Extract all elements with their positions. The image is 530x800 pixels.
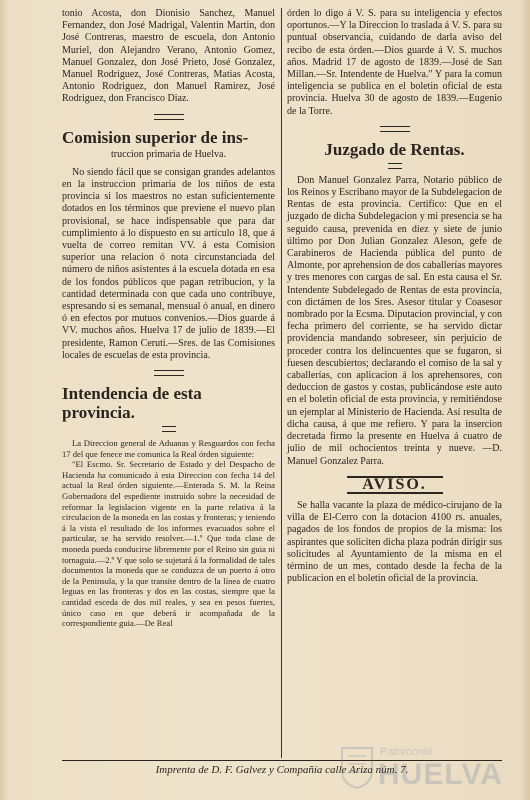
archive-watermark [340, 742, 510, 794]
intendencia-intro: La Direccion general de Aduanas y Resguardos con fecha 17 del que fenece me comunica la Real órden siguiente: [62, 438, 275, 459]
shield-icon [340, 746, 374, 790]
intendencia-heading: Intendencia de esta provincia. [62, 384, 202, 423]
watermark-subtitle: Patrimonio [380, 746, 433, 758]
comision-subheading: truccion primaria de Huelva. [111, 148, 226, 160]
juzgado-body: Don Manuel Gonzalez Parra, Notario público de los Reinos y Escribano mayor de la Subdelegacion de Rentas de esta provincia. Certifico: Que en el juzgado de dicha Subdelegacion y mi presencia se ha seguido causa, prevenida en diez y siete de junio último por Don Julian Gonzalez Aleson, gefe de Carabineros de Hacienda pública del punto de Almonte, por aprehension de dos caballerías mayores y tres menores con cargas de sal. En esta causa el Sr. Intendente Subdelegado de Rentas de esta provincia, con dictámen de los Sres. Asesor titular y Coasesor nombrado por la Ecsma. Diputacion provincial, y con fecha primero del corriente, se ha servido dictar providencia mandando sobreseer, sin perjuicio de proceder contra los delincuentes que se fugaron, si fuesen descubiertos; declarando el comiso de la sal y caballerías, con aplicacion á los aprehensores, con deduccion de gastos y costas, publicándose este auto en el boletin oficial de esta provincia, y remitiéndose un ejemplar al Ministerio de Hacienda. Así resulta de dicha causa, á que me refiero. Y para la insercion decretada firmo la presente en Huelva á cuatro de julio de mil ochocientos treinta y nueve. —D. Manuel Gonzalez Parra. [287, 174, 502, 467]
column-divider [281, 8, 282, 758]
comision-body: No siendo fácil que se consigan grandes adelantos en la instruccion primaria de los niños de esta provincia si los maestros no estan suficientemente dotados en los términos que previene el nuevo plan provisional, se hace indispensable que para dar cumplimiento á lo dispuesto en su artículo 18, que á vuelta de correo remitan VV. á esta Comision superior una relacion ó nota circunstanciada del número de niños asistentes á la escuela dotada en esa de los fondos públicos que pagan retribucion, y la cantidad determinada con que cada uno contribuye, espresando si es semanal, mensual ó anual, en dinero ó en efectos por mutuos convenios.—Dios guarde á VV. muchos años. Huelva 17 de julio de 1839.—El presidente, Ramon Ceruti.—Sres. de las Comisiones locales de escuelas de esta provincia. [62, 166, 275, 361]
intendencia-body: "El Escmo. Sr. Secretario de Estado y del Despacho de Hacienda ha comunicado á esta Direccion con fecha 14 del actual la Real órden siguiente.—Enterada S. M. la Reina Gobernadora del espediente instruido sobre la necesidad de reformar la legislacion vigente en la parte relativa á la circulacion de la moneda en las costas y fronteras; y teniendo á la vista el resultado de los informes evacuados sobre el particular, se ha servido resolver.—1.º Que toda clase de moneda pueda conducirse libremente por el Reino sin guia ni tornaguia.—2.º Y que solo se sujetará á la formalidad de tales documentos la moneda que se conduzca de un puerto á otro de la Peninsula, y la que transite dentro de la línea de cuatro leguas en las fronteras y dos en las costas, siempre que la cantidad esceda de dos mil reales, y sea en pesos fuertes, único caso en que deberá ir acompañada de la correspondiente guia.—De Real [62, 459, 275, 629]
left-intro-paragraph: tonio Acosta, don Dionisio Sanchez, Manuel Fernandez, don José Madrigal, Valentin Martin, don José Contreras, maestro de escuela, don Antonio Muriel, don Alejandro Verano, Antonio Gomez, Manuel Gonzalez, don José Prieto, José Gonzalez, Manuel Rodriguez, José Contreras, Matias Acosta, Antonio Rodriguez, don Manuel Ramirez, José Rodriguez, don Francisco Diaz. [62, 8, 275, 105]
printer-footer: Imprenta de D. F. Galvez y Compañía calle Ariza núm. 7. [155, 764, 409, 776]
section-separator [154, 370, 184, 376]
aviso-heading: AVISO. [347, 476, 443, 494]
right-top-paragraph: órden lo digo á V. S. para su inteligencia y efectos oportunos.—Y la Direccion lo traslada á V. S. para su puntual observancia, cuidando de darla aviso del recibo de esta órden.—Dios guarde á V. S. muchos años. Madrid 17 de agosto de 1839.—José de San Millan.—Sr. Intendente de Huelva." Y para la comun inteligencia se publica en el boletin oficial de esta provincia. Huelva 30 de agosto de 1839.—Eugenio de la Torre. [287, 8, 502, 117]
left-column [62, 8, 275, 629]
section-separator [154, 114, 184, 120]
short-separator [388, 163, 402, 169]
comision-heading [62, 128, 275, 147]
short-separator [162, 426, 176, 432]
juzgado-heading: Juzgado de Rentas. [324, 139, 465, 159]
aviso-body: Se halla vacante la plaza de médico-cirujano de la villa de El-Cerro con la dotacion 4100 rs. anuales, pagados de los fondos de propios de la misma: los aspirantes que soliciten dicha plaza podrán dirigir sus solicitudes al Ayuntamiento de la misma en el término de un mes, contado desde la fecha de la publicacion en el boletin oficial de la provincia. [287, 499, 502, 585]
right-column [287, 8, 502, 585]
watermark-title: HUELVA [378, 758, 503, 791]
section-separator [380, 126, 410, 132]
comision-heading-text: Comision superior de ins- [62, 127, 249, 147]
